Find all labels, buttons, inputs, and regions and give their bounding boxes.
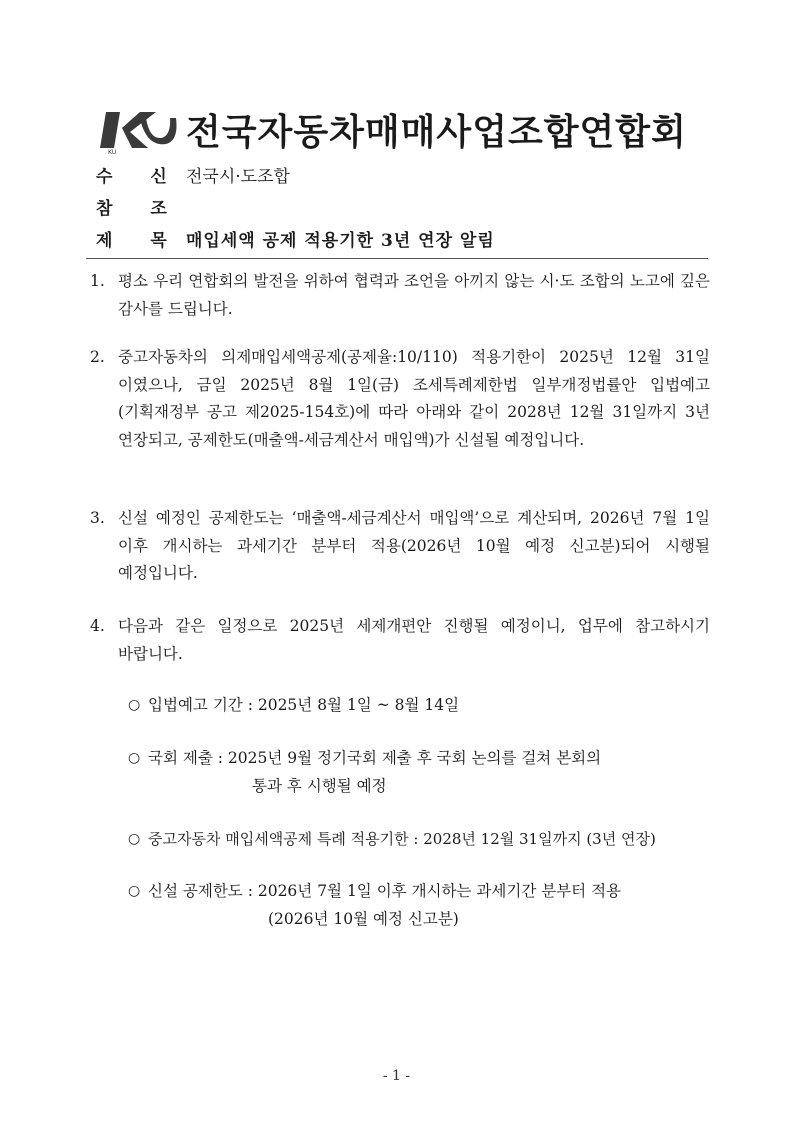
logo-text: KU bbox=[108, 149, 117, 156]
recipient-label: 수 신 bbox=[96, 167, 183, 187]
schedule-text: 신설 공제한도 : 2026년 7월 1일 이후 개시하는 과세기간 분부터 적용 bbox=[148, 882, 622, 900]
page-number: - 1 - bbox=[382, 1068, 411, 1084]
paragraph-number: 1. bbox=[90, 272, 105, 290]
schedule-item-legislative-notice bbox=[128, 692, 718, 720]
paragraph-text: 다음과 같은 일정으로 2025년 세제개편안 진행될 예정이니, 업무에 참고하시기 바랍니다. bbox=[118, 617, 710, 663]
schedule-text-continued: (2026년 10월 예정 신고분) bbox=[268, 909, 459, 928]
paragraph-number: 2. bbox=[90, 348, 105, 366]
reference-label: 참 조 bbox=[96, 199, 183, 219]
schedule-text: 입법예고 기간 : 2025년 8월 1일 ~ 8월 14일 bbox=[148, 696, 460, 714]
recipient-value: 전국시·도조합 bbox=[186, 167, 290, 187]
paragraph-4 bbox=[90, 613, 710, 668]
paragraph-3 bbox=[90, 505, 710, 588]
schedule-text: 국회 제출 : 2025년 9월 정기국회 제출 후 국회 논의를 걸쳐 본회의 bbox=[148, 749, 602, 767]
paragraph-text: 평소 우리 연합회의 발전을 위하여 협력과 조언을 아끼지 않는 시·도 조합의 노고에 깊은 감사를 드립니다. bbox=[118, 272, 710, 318]
schedule-item-deadline bbox=[128, 826, 718, 854]
organization-name: 전국자동차매매사업조합연합회 bbox=[186, 111, 687, 153]
paragraph-text: 신설 예정인 공제한도는 ‘매출액-세금계산서 매입액’으로 계산되며, 2026년 7월 1일 이후 개시하는 과세기간 분부터 적용(2026년 10월 예정 신고분)되어 시행될 예정입니다. bbox=[118, 509, 710, 582]
organization-logo bbox=[100, 108, 178, 156]
paragraph-number: 3. bbox=[90, 509, 105, 527]
paragraph-2 bbox=[90, 344, 710, 454]
circle-bullet-icon: ○ bbox=[128, 750, 141, 766]
schedule-text-continued: 통과 후 시행될 예정 bbox=[252, 776, 387, 795]
paragraph-text: 중고자동차의 의제매입세액공제(공제율:10/110) 적용기한이 2025년 12월 31일 이였으나, 금일 2025년 8월 1일(금) 조세특례제한법 일부개정법률안 입법예고(기획재정부 공고 제2025-154호)에 따라 아래와 같이 2028년 12월 31일까지 3년 연장되고, 공제한도(매출액-세금계산서 매입액)가 신설될 예정입니다. bbox=[118, 348, 710, 449]
circle-bullet-icon: ○ bbox=[128, 697, 141, 713]
circle-bullet-icon: ○ bbox=[128, 831, 141, 847]
paragraph-1 bbox=[90, 268, 710, 323]
header-divider bbox=[86, 258, 708, 259]
schedule-text: 중고자동차 매입세액공제 특례 적용기한 : 2028년 12월 31일까지 (3년 연장) bbox=[148, 830, 656, 848]
subject-value: 매입세액 공제 적용기한 3년 연장 알림 bbox=[186, 231, 495, 251]
circle-bullet-icon: ○ bbox=[128, 883, 141, 899]
subject-label: 제 목 bbox=[96, 231, 183, 251]
paragraph-number: 4. bbox=[90, 617, 105, 635]
schedule-item-deduction-limit bbox=[128, 878, 718, 933]
schedule-item-assembly-submission bbox=[128, 745, 718, 800]
